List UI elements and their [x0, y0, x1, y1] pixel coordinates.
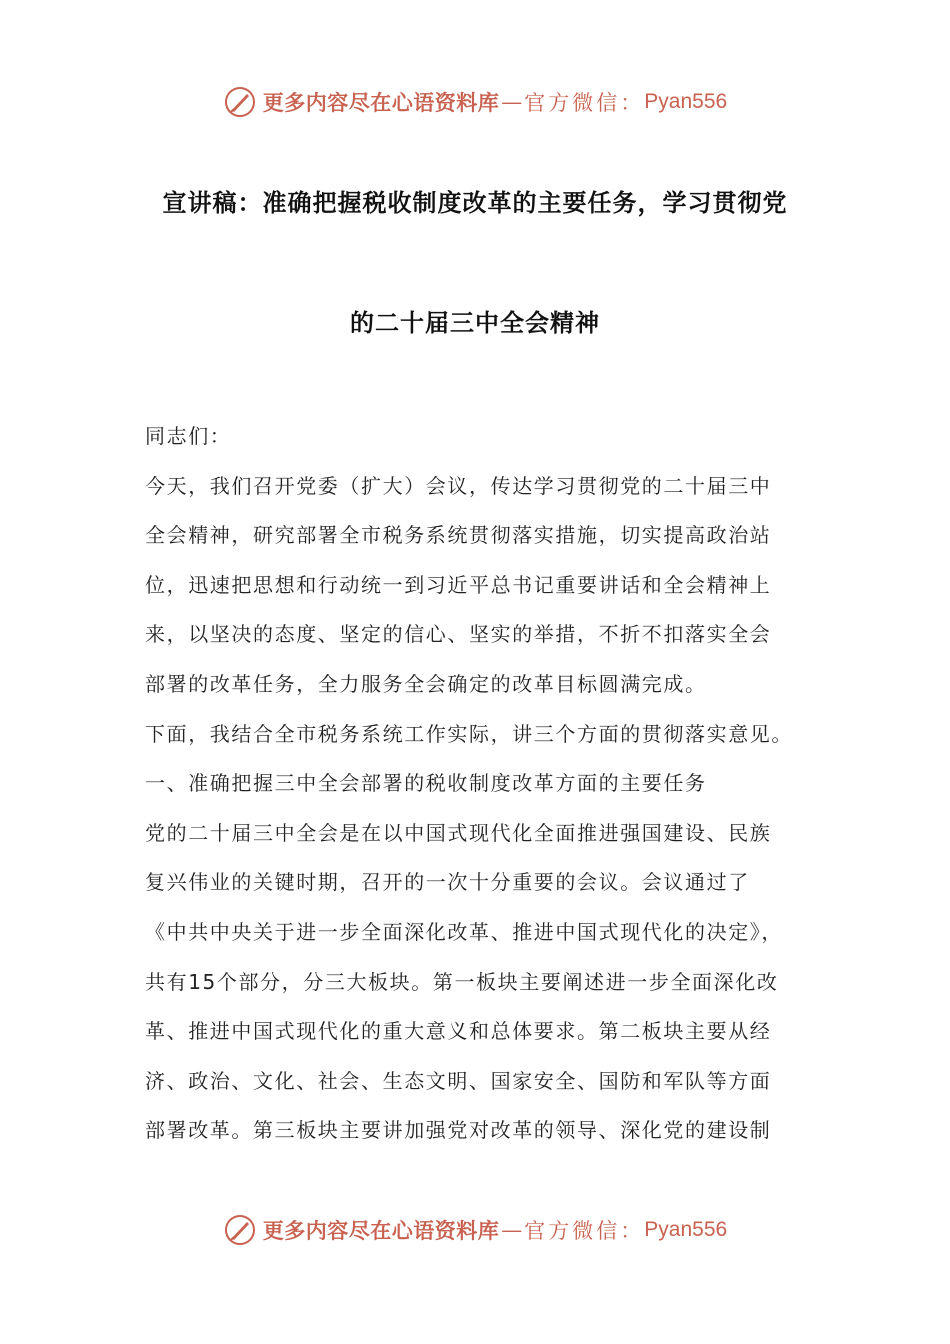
body-line: 复兴伟业的关键时期，召开的一次十分重要的会议。会议通过了: [145, 870, 750, 895]
body-line: 部署改革。第三板块主要讲加强党对改革的领导、深化党的建设制: [145, 1118, 772, 1143]
banner-site-text: 更多内容尽在心语资料库: [262, 90, 500, 115]
body-line: 全会精神，研究部署全市税务系统贯彻落实措施，切实提高政治站: [145, 523, 772, 548]
banner-dash: —: [501, 1218, 523, 1242]
body-line: 《中共中央关于进一步全面深化改革、推进中国式现代化的决定》，: [145, 919, 783, 944]
banner-wechat-id: Pyan556: [644, 90, 728, 113]
footer-watermark-banner: [0, 1208, 950, 1252]
banner-wechat-id: Pyan556: [644, 1218, 728, 1241]
body-line: 来，以坚决的态度、坚定的信心、坚实的举措，不折不扣落实全会: [145, 622, 772, 647]
body-line: 同志们：: [145, 424, 232, 448]
document-title-line-1: 宣讲稿：准确把握税收制度改革的主要任务，学习贯彻党: [162, 189, 788, 217]
banner-wechat-label: 官方微信：: [524, 91, 645, 115]
body-line: 济、政治、文化、社会、生态文明、国家安全、国防和军队等方面: [145, 1068, 772, 1093]
document-title-line-2: 的二十届三中全会精神: [350, 309, 600, 337]
body-line: 位，迅速把思想和行动统一到习近平总书记重要讲话和全会精神上: [145, 572, 772, 597]
body-line: 党的二十届三中全会是在以中国式现代化全面推进强国建设、民族: [145, 820, 772, 845]
body-line: 部署的改革任务，全力服务全会确定的改革目标圆满完成。: [145, 671, 707, 696]
banner-dash: —: [501, 90, 523, 114]
quill-logo-icon: [223, 1213, 257, 1247]
header-watermark-banner: [0, 80, 950, 124]
quill-logo-icon: [223, 85, 257, 119]
body-line: 下面，我结合全市税务系统工作实际，讲三个方面的贯彻落实意见。: [145, 721, 793, 746]
body-line: 革、推进中国式现代化的重大意义和总体要求。第二板块主要从经: [145, 1019, 772, 1044]
body-line: 今天，我们召开党委（扩大）会议，传达学习贯彻党的二十届三中: [145, 473, 772, 498]
body-line: 共有15个部分，分三大板块。第一板块主要阐述进一步全面深化改: [145, 969, 779, 994]
banner-wechat-label: 官方微信：: [524, 1219, 645, 1243]
document-body: [145, 412, 810, 1156]
section-heading: 一、准确把握三中全会部署的税收制度改革方面的主要任务: [145, 771, 707, 796]
banner-site-text: 更多内容尽在心语资料库: [262, 1218, 500, 1243]
